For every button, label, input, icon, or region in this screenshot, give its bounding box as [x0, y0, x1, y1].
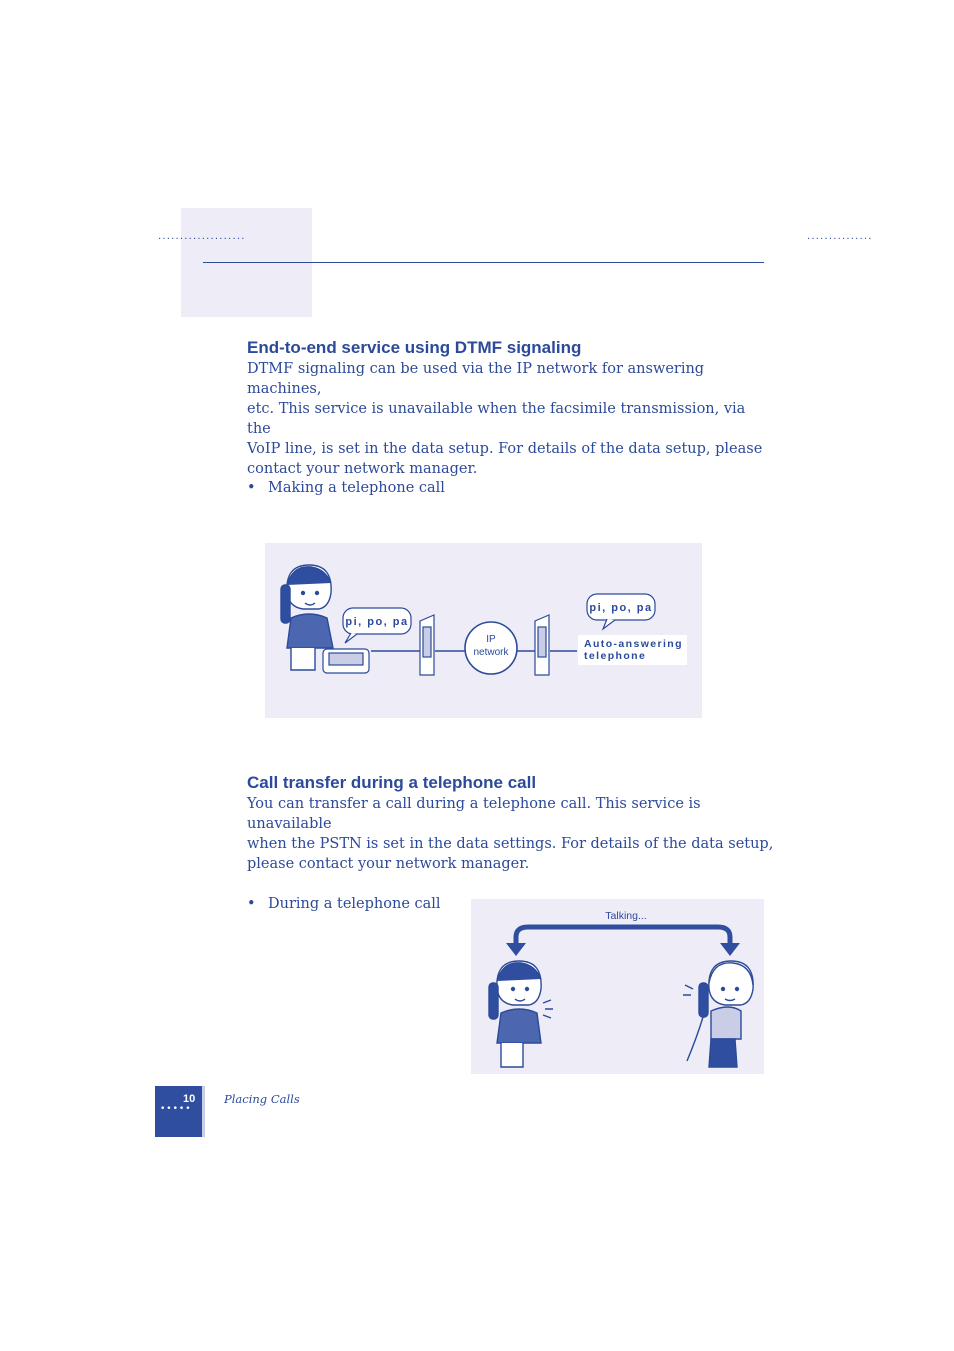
left-adapter-device — [420, 615, 434, 675]
section1-heading: End-to-end service using DTMF signaling — [247, 338, 582, 357]
chapter-title: Placing Calls — [224, 1092, 300, 1106]
section1-bullet-item — [247, 478, 445, 498]
section2-line: please contact your network manager. — [247, 856, 530, 872]
page-number: 10 — [183, 1093, 196, 1105]
ip-network-cloud — [465, 622, 517, 674]
left-bubble-text: pi, po, pa — [345, 616, 409, 628]
talking-double-arrow — [506, 927, 740, 956]
network-label-line2: network — [473, 647, 509, 658]
section1-paragraph — [247, 359, 767, 479]
page-tab-dots: ••••• — [160, 1104, 192, 1114]
header-dots-left: ···················· — [158, 234, 246, 245]
dtmf-illustration — [265, 543, 702, 718]
auto-answering-label — [578, 635, 687, 665]
left-speech-bubble — [343, 608, 411, 643]
left-woman-illustration — [489, 961, 553, 1067]
call-transfer-illustration — [471, 899, 764, 1074]
right-bubble-text: pi, po, pa — [589, 602, 653, 614]
dtmf-figure — [265, 543, 702, 718]
section2-line: when the PSTN is set in the data settings. For details of the data setup, — [247, 836, 774, 852]
section1-bullet-text: Making a telephone call — [268, 480, 445, 496]
section2-bullet-text: During a telephone call — [268, 896, 441, 912]
section2-paragraph — [247, 794, 777, 874]
section1-line: etc. This service is unavailable when the facsimile transmission, via the — [247, 401, 746, 437]
bullet-dot: • — [247, 896, 256, 912]
section2-bullet-item — [247, 894, 441, 914]
auto-answering-line2: telephone — [584, 650, 647, 662]
right-speech-bubble — [587, 594, 655, 629]
talking-caption: Talking... — [605, 910, 647, 922]
section2-heading: Call transfer during a telephone call — [247, 773, 537, 792]
section1-line: VoIP line, is set in the data setup. For details of the data setup, please — [247, 441, 763, 457]
header-rule — [203, 262, 764, 263]
right-adapter-device — [535, 615, 549, 675]
call-transfer-figure — [471, 899, 764, 1074]
section2-line: You can transfer a call during a telephone call. This service is unavailable — [247, 796, 701, 832]
desk-phone-illustration — [323, 649, 369, 673]
right-woman-illustration — [683, 961, 753, 1067]
section1-line: contact your network manager. — [247, 461, 478, 477]
bullet-dot: • — [247, 480, 256, 496]
network-label-line1: IP — [486, 634, 496, 645]
section1-line: DTMF signaling can be used via the IP network for answering machines, — [247, 361, 705, 397]
header-dots-right: ··············· — [807, 234, 873, 245]
auto-answering-line1: Auto-answering — [584, 638, 683, 650]
